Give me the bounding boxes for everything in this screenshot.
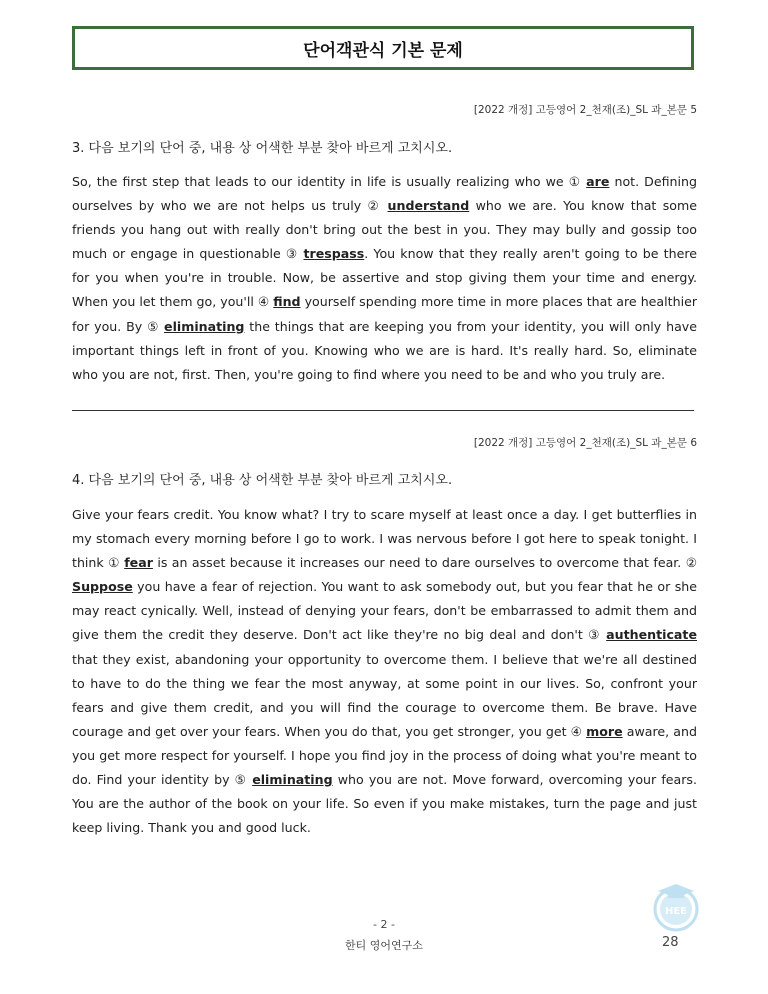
passage-text: who we are. You know that some friends you hang out with really don't bring out the best in you. They may bully and gossip too much or engage in questionable ③ — [72, 198, 697, 262]
passage-text: . You know that they really aren't going to be there for you when you're in trouble. Now, be assertive and stop giving them your time and energy. When you let them go, you'll ④ — [72, 246, 697, 310]
choice-word: find — [273, 294, 301, 310]
choice-word: trespass — [303, 246, 365, 262]
section-divider — [72, 410, 694, 411]
choice-word: authenticate — [606, 627, 697, 643]
page-title — [72, 26, 694, 70]
page-number: 28 — [662, 935, 679, 950]
passage-text: not. Defining ourselves by who we are not helps us truly ② — [72, 174, 697, 214]
logo-text: HEE — [664, 906, 688, 917]
page-label: - 2 - — [373, 918, 395, 931]
hee-logo-icon — [650, 880, 702, 932]
passage-text: who you are not. Move forward, overcoming your fears. You are the author of the book on your life. So even if you make mistakes, turn the page and just keep living. Thank you and good luck. — [72, 772, 697, 836]
passage-text: you have a fear of rejection. You want to ask somebody out, but you fear that he or she may react cynically. Well, instead of denying your fears, don't be embarrassed to admit them and give them the credit they deserve. Don't act like they're no big deal and don't ③ — [72, 579, 697, 643]
passage-text: aware, and you get more respect for yourself. I hope you find joy in the process of doing what you're meant to do. Find your identity by ⑤ — [72, 723, 697, 788]
passage-4 — [72, 503, 697, 840]
passage-text: the things that are keeping you from your identity, you will only have important things left in front of you. Knowing who we are is hard. It's really hard. So, eliminate who you are not, first. Then, you're going to find where you need to be and who you truly are. — [72, 318, 697, 382]
choice-word: are — [586, 174, 610, 189]
choice-word: understand — [387, 198, 470, 214]
source-reference-2: [2022 개정] 고등영어 2_천재(조)_SL 과_본문 6 — [473, 437, 697, 449]
choice-word: Suppose — [72, 579, 133, 595]
choice-word: eliminating — [252, 772, 333, 788]
passage-text: Give your fears credit. You know what? I try to scare myself at least once a day. I get butterflies in my stomach every morning before I go to work. I was nervous before I got here to speak tonight. I think ① — [72, 507, 697, 571]
passage-text: is an asset because it increases our need to dare ourselves to overcome that fear. ② — [152, 555, 697, 571]
passage-text: So, the first step that leads to our identity in life is usually realizing who we ① — [72, 174, 587, 189]
publisher-name: 한티 영어연구소 — [345, 939, 423, 952]
question-3-prompt: 3. 다음 보기의 단어 중, 내용 상 어색한 부분 찾아 바르게 고치시오. — [72, 141, 453, 156]
passage-text: yourself spending more time in more places that are healthier for you. By ⑤ — [72, 294, 697, 334]
choice-word: eliminating — [164, 318, 245, 334]
source-reference-1: [2022 개정] 고등영어 2_천재(조)_SL 과_본문 5 — [473, 104, 697, 116]
page-title-text: 단어객관식 기본 문제 — [303, 40, 463, 61]
choice-word: more — [586, 723, 623, 739]
passage-text: that they exist, abandoning your opportunity to overcome them. I believe that we're all destined to have to do the thing we fear the most anyway, at some point in our lives. So, confront your fears and give them credit, and you will find the courage to overcome them. Be brave. Have courage and get over your fears. When you do that, you get stronger, you get ④ — [72, 651, 697, 739]
choice-word: fear — [124, 555, 153, 571]
passage-3 — [72, 170, 697, 387]
question-4-prompt: 4. 다음 보기의 단어 중, 내용 상 어색한 부분 찾아 바르게 고치시오. — [72, 473, 453, 488]
